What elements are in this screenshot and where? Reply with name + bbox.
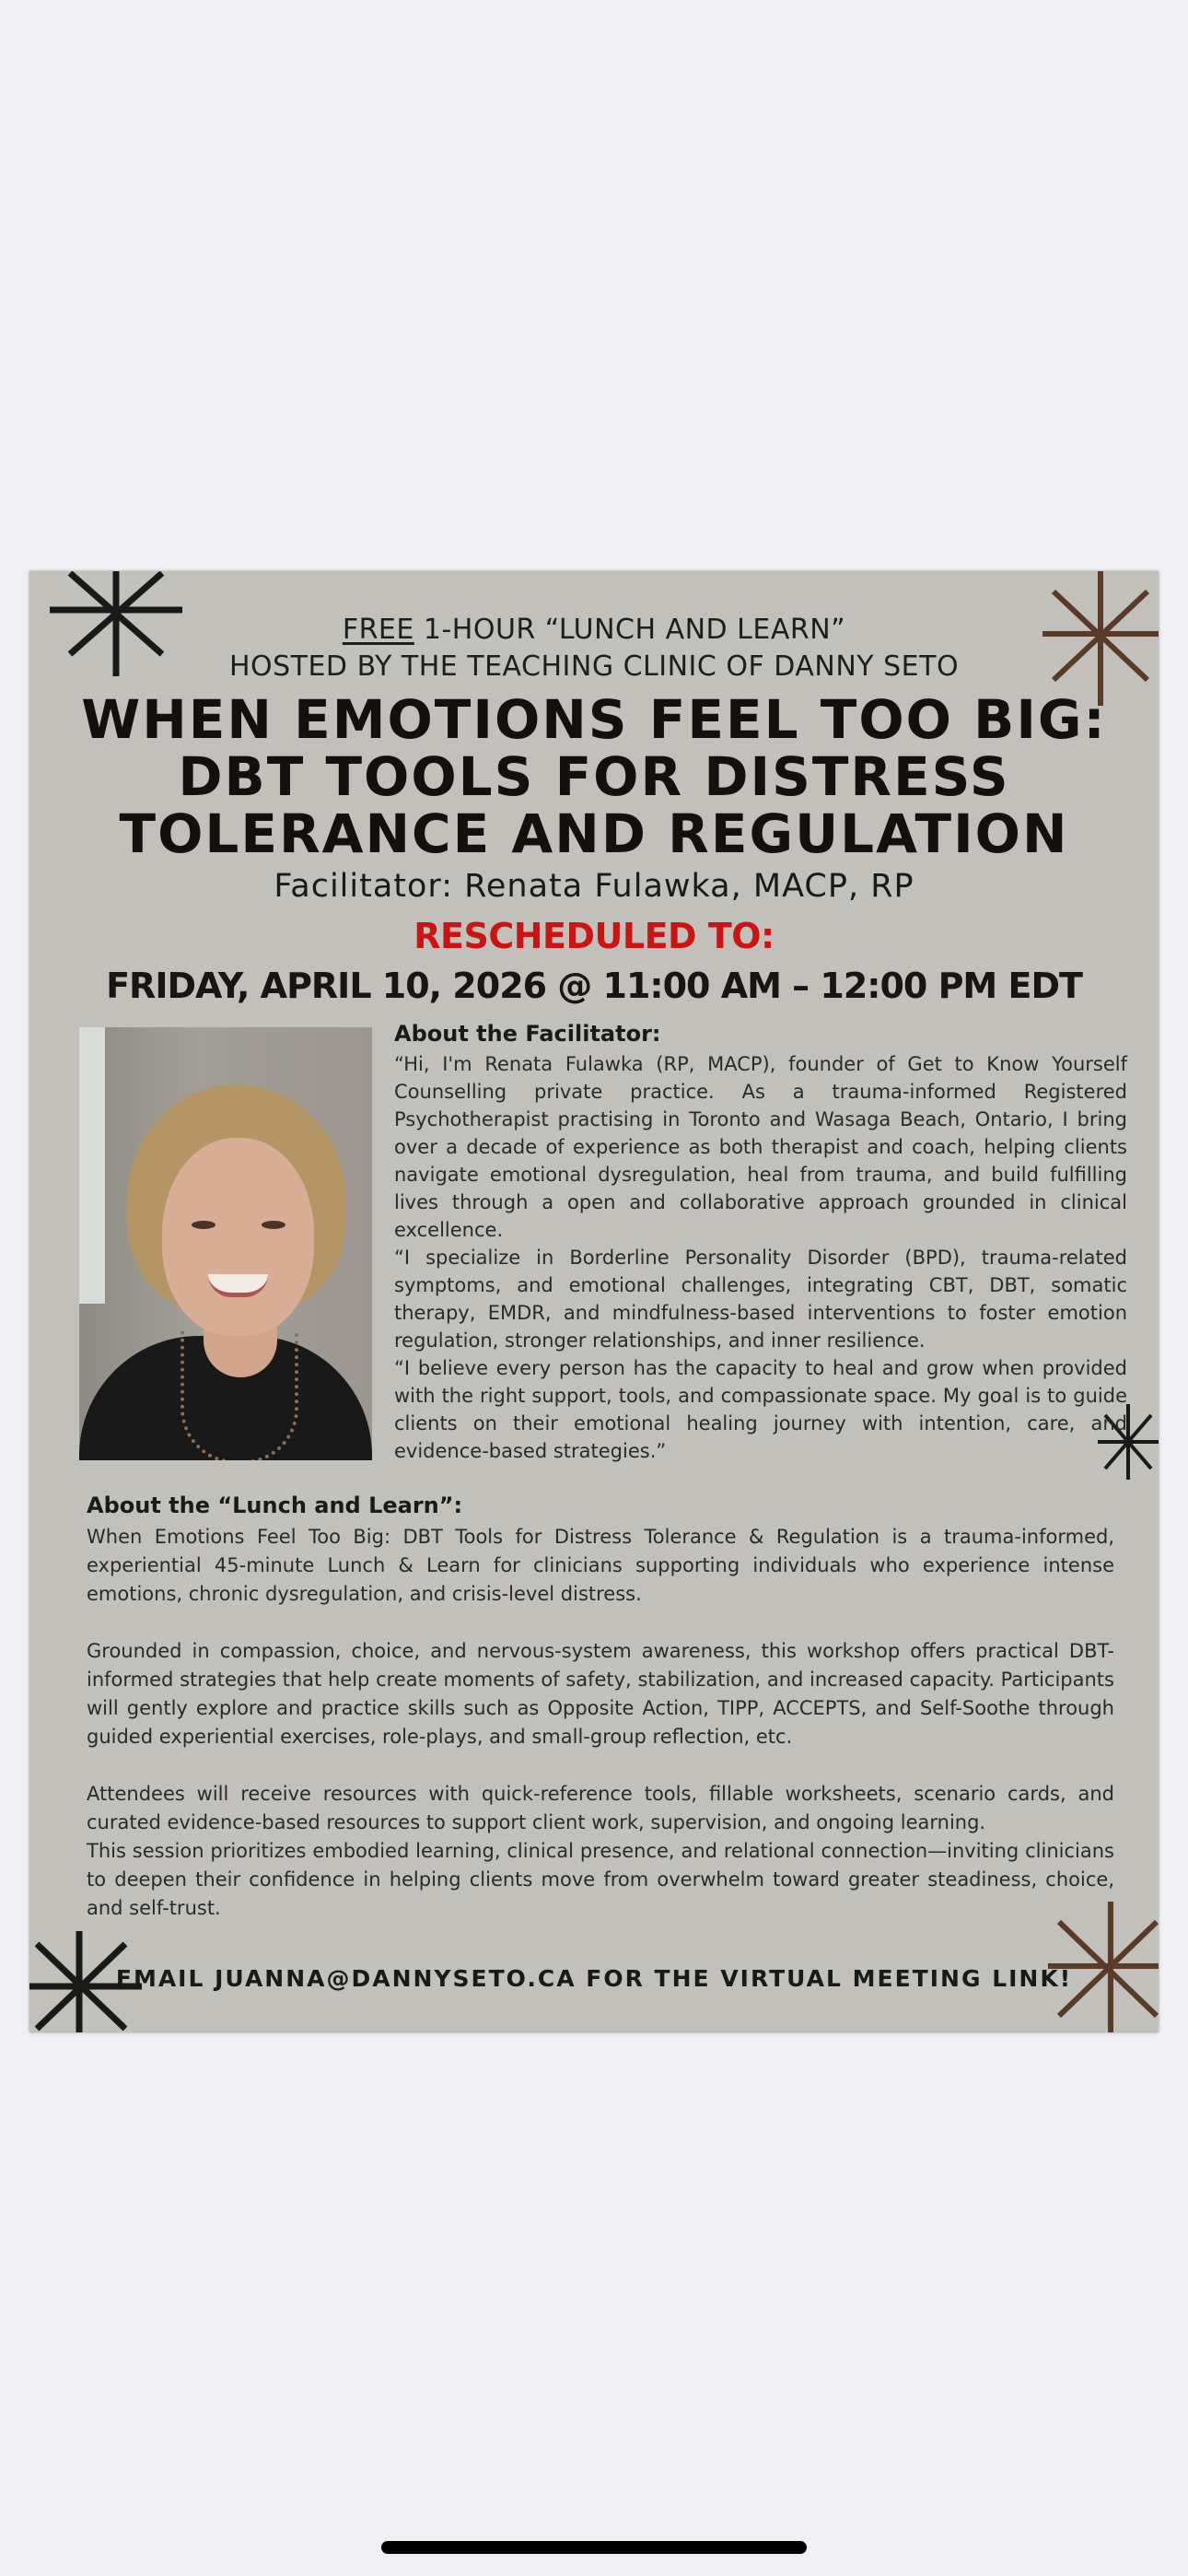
email-cta: EMAIL JUANNA@DANNYSETO.CA FOR THE VIRTUAL MEETING LINK! [115, 1965, 1073, 1992]
facilitator-photo [79, 1027, 372, 1460]
paragraph: When Emotions Feel Too Big: DBT Tools for Distress Tolerance & Regulation is a trauma-informed, experiential 45-minute Lunch & Learn for clinicians supporting individuals who experience intense emotions, chronic dysregulation, and crisis-level distress. [87, 1526, 1114, 1605]
paragraph: This session prioritizes embodied learning, clinical presence, and relational connection—inviting clinicians to deepen their confidence in helping clients move from overwhelm toward greater steadiness, choice, and self-trust. [87, 1840, 1114, 1919]
home-indicator[interactable] [381, 2541, 807, 2554]
event-type-header [29, 614, 1159, 646]
event-title [48, 688, 1140, 865]
paragraph: Grounded in compassion, choice, and nervous-system awareness, this workshop offers practical DBT-informed strategies that help create moments of safety, stabilization, and increased capacity. Participants will gently explore and practice skills such as Opposite Action, TIPP, ACCEPTS, and Self-Soothe through guided experiential exercises, role-plays, and small-group reflection, etc. [87, 1640, 1114, 1748]
about-lunch-text [87, 1523, 1114, 1923]
event-flyer [29, 571, 1159, 2032]
rescheduled-label: RESCHEDULED TO: [413, 916, 775, 956]
about-facilitator-heading: About the Facilitator: [394, 1021, 661, 1047]
hosted-by: HOSTED BY THE TEACHING CLINIC OF DANNY SETO [228, 650, 960, 683]
about-facilitator-text [394, 1050, 1127, 1465]
about-lunch-heading: About the “Lunch and Learn”: [87, 1493, 463, 1518]
paragraph: “Hi, I'm Renata Fulawka (RP, MACP), founder of Get to Know Yourself Counselling private practice. As a trauma-informed Registered Psychotherapist practising in Toronto and Wasaga Beach, Ontario, I bring over a decade of experience as both therapist and coach, helping clients navigate emotional dysregulation, heal from trauma, and build fulfilling lives through a open and collaborative approach grounded in clinical excellence. [394, 1053, 1127, 1241]
lunch-and-learn-label: 1-HOUR “LUNCH AND LEARN” [413, 614, 846, 646]
facilitator-name: Facilitator: Renata Fulawka, MACP, RP [274, 868, 914, 905]
paragraph: “I specialize in Borderline Personality Disorder (BPD), trauma-related symptoms, and emotional challenges, integrating CBT, DBT, somatic therapy, EMDR, and mindfulness-based interventions to foster emotion regulation, stronger relationships, and inner resilience. [394, 1247, 1127, 1352]
event-title-line: TOLERANCE AND REGULATION [119, 802, 1069, 865]
event-title-line: DBT TOOLS FOR DISTRESS [178, 745, 1010, 808]
event-date: FRIDAY, APRIL 10, 2026 @ 11:00 AM – 12:00 PM EDT [106, 966, 1082, 1006]
paragraph: “I believe every person has the capacity to heal and grow when provided with the right support, tools, and compassionate space. My goal is to guide clients on their emotional healing journey with intention, care, and evidence-based strategies.” [394, 1357, 1127, 1462]
event-title-line: WHEN EMOTIONS FEEL TOO BIG: [81, 688, 1107, 751]
paragraph: Attendees will receive resources with quick-reference tools, fillable worksheets, scenario cards, and curated evidence-based resources to support client work, supervision, and ongoing learning. [87, 1783, 1114, 1833]
free-label: FREE [342, 614, 414, 646]
